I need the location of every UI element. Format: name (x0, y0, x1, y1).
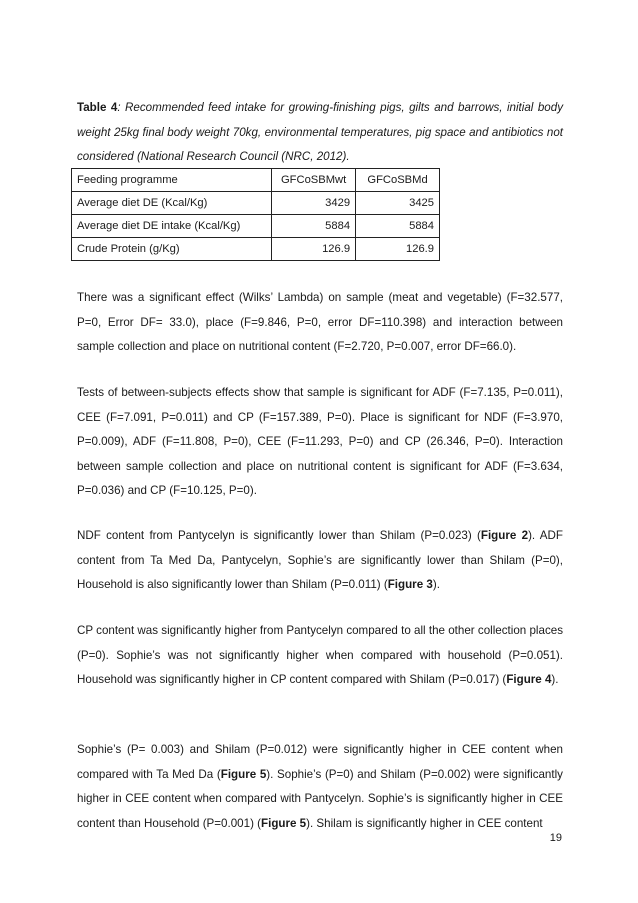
table-caption (77, 96, 563, 170)
table-cell: Average diet DE intake (Kcal/Kg) (72, 215, 272, 238)
feed-intake-table (71, 168, 440, 261)
figure-reference: Figure 4 (506, 673, 552, 686)
table-row (72, 192, 440, 215)
page-number: 19 (549, 832, 562, 844)
table-row (72, 238, 440, 261)
figure-reference: Figure 5 (220, 767, 267, 781)
table-header-cell: GFCoSBMd (356, 169, 440, 192)
table-caption-label: Table 4 (77, 101, 118, 114)
figure-reference: Figure 3 (387, 578, 433, 591)
paragraph-cp-content (77, 619, 563, 693)
table-header-cell: Feeding programme (72, 169, 272, 192)
table-cell: 126.9 (356, 238, 440, 261)
paragraph-cee-content (77, 738, 563, 836)
paragraph-between-subjects: Tests of between-subjects effects show that sample is significant for ADF (F=7.135, P=0.011), CEE (F=7.091, P=0.011) and CP (F=157.389, P=0). Place is significant for NDF (F=3.970, P=0.009), ADF (F=11.808, P=0), CEE (F=11.293, P=0) and CP (26.346, P=0). Interaction between sample collection and place on nutritional content is significant for ADF (F=3.634, P=0.036) and CP (F=10.125, P=0). (77, 386, 563, 497)
table-header-cell: GFCoSBMwt (272, 169, 356, 192)
paragraph-text: NDF content from Pantycelyn is significantly lower than Shilam (P=0.023) ( (77, 529, 481, 542)
table-cell: 3429 (272, 192, 356, 215)
paragraph-text: ). (551, 673, 559, 686)
figure-reference: Figure 5 (261, 816, 307, 830)
table-row (72, 215, 440, 238)
table-cell: Average diet DE (Kcal/Kg) (72, 192, 272, 215)
table-cell: 3425 (356, 192, 440, 215)
table-cell: 126.9 (272, 238, 356, 261)
paragraph-ndf-adf (77, 524, 563, 598)
table-caption-text: : Recommended feed intake for growing-finishing pigs, gilts and barrows, initial body weight 25kg final body weight 70kg, environmental temperatures, pig space and antibiotics not considered (National Research Council (NRC, 2012). (77, 101, 563, 163)
paragraph-text: ). Shilam is significantly higher in CEE content (306, 816, 543, 830)
table-cell: 5884 (272, 215, 356, 238)
paragraph-text: ). Sophie’s (P=0) and Shilam (P=0.002) were significantly higher in CEE content when compared with Pantycelyn. Sophie’s is significantly higher in CEE content than Household (P=0.001) ( (77, 767, 563, 830)
figure-reference: Figure 2 (480, 529, 529, 542)
paragraph-text: CP content was significantly higher from Pantycelyn compared to all the other collection places (P=0). Sophie’s was not significantly higher when compared with household (P=0.051). Household was significantly higher in CP content compared with Shilam (P=0.017) ( (77, 624, 563, 686)
table-cell: Crude Protein (g/Kg) (72, 238, 272, 261)
paragraph-text: ). ADF content from Ta Med Da, Pantycelyn, Sophie’s are significantly lower than Shilam (P=0), Household is also significantly lower than Shilam (P=0.011) ( (77, 529, 563, 591)
paragraph-manova-results: There was a significant effect (Wilks’ Lambda) on sample (meat and vegetable) (F=32.577, P=0, Error DF= 33.0), place (F=9.846, P=0, error DF=110.398) and interaction between sample collection and place on nutritional content (F=2.720, P=0.007, error DF=66.0). (77, 291, 563, 353)
paragraph-text: Sophie’s (P= 0.003) and Shilam (P=0.012) were significantly higher in CEE content when compared with Ta Med Da ( (77, 743, 563, 781)
table-header-row (72, 169, 440, 192)
table-cell: 5884 (356, 215, 440, 238)
paragraph-text: ). (432, 578, 440, 591)
